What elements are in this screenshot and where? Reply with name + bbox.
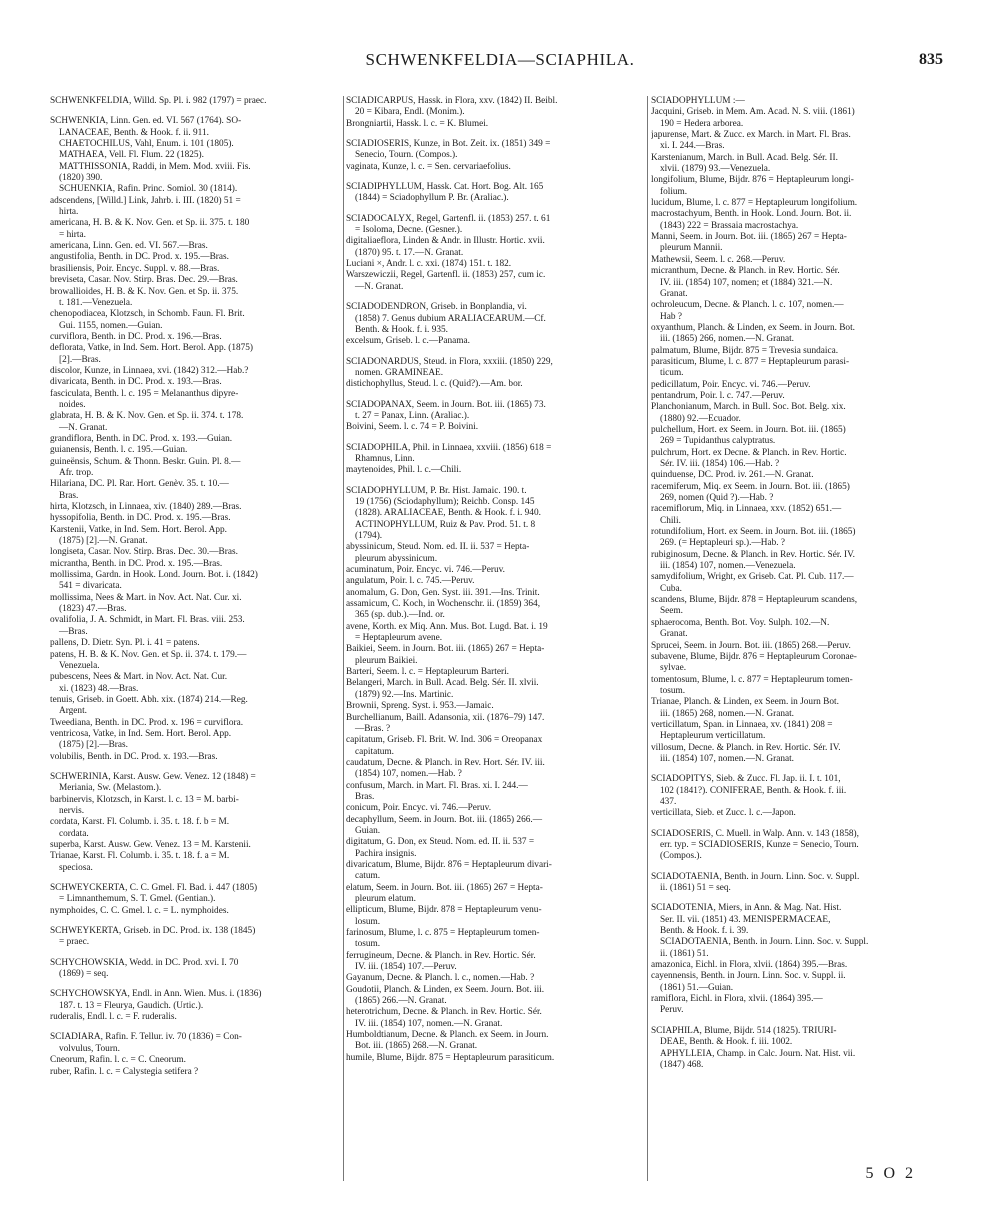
entry-gap (346, 205, 644, 214)
entry-line: hyssopifolia, Benth. in DC. Prod. x. 195.—Bras. (50, 513, 231, 524)
entry-line: (1861) 51.—Guian. (660, 982, 734, 993)
entry-line: err. typ. = SCIADIOSERIS, Kunze = Senecio, Tourn. (660, 840, 859, 850)
entry-line: hirta. (59, 207, 79, 218)
entry-line: macrostachyum, Benth. in Hook. Lond. Journ. Bot. ii. (651, 209, 852, 220)
entry-line: (1879) 92.—Ins. Martinic. (355, 689, 454, 700)
entry-line: Humboldtianum, Decne. & Planch. ex Seem. in Journ. (346, 1030, 549, 1041)
entry-gap (651, 1017, 951, 1026)
entry-line: cordata, Karst. Fl. Columb. i. 35. t. 18. f. b = M. (50, 817, 230, 828)
entry-line: = Isoloma, Decne. (Gesner.). (355, 225, 463, 236)
entry-line: IV. iii. (1854) 107, nomen; et (1884) 321.—N. (660, 277, 833, 288)
column-3 (651, 96, 951, 1181)
entry-line: SCHYCHOWSKYA, Endl. in Ann. Wien. Mus. i. (1836) (50, 989, 262, 1000)
entry-line: SCIADICARPUS, Hassk. in Flora, xxv. (1842) II. Beibl. (346, 96, 558, 106)
entry-gap (50, 763, 341, 772)
entry-line: t. 181.—Venezuela. (59, 297, 133, 308)
entry-line: 20 = Kibara, Endl. (Monim.). (355, 107, 465, 118)
entry-line: xi. (1823) 48.—Bras. (59, 683, 139, 694)
entry-line: longiseta, Casar. Nov. Stirp. Bras. Dec. 30.—Bras. (50, 547, 238, 558)
entry-line: pulchellum, Hort. ex Seem. in Journ. Bot. iii. (1865) (651, 424, 846, 435)
entry-line: Hab ? (660, 311, 682, 322)
entry-line: Luciani ×, Andr. l. c. xxi. (1874) 151. t. 182. (346, 259, 512, 270)
entry-line: curviflora, Benth. in DC. Prod. x. 196.—Bras. (50, 331, 222, 342)
entry-line: Bras. (355, 791, 375, 802)
entry-line: pulchrum, Hort. ex Decne. & Planch. in Rev. Hortic. (651, 447, 847, 458)
entry-line: pleurum Baikiei. (355, 655, 418, 666)
entry-line: iii. (1854) 107, nomen.—N. Granat. (660, 753, 795, 764)
running-title: SCHWENKFELDIA—SCIAPHILA. (365, 50, 635, 69)
entry-line: ruber, Rafin. l. c. = Calystegia setifera ? (50, 1066, 199, 1077)
entry-line: SCIADOPHYLLUM, P. Br. Hist. Jamaic. 190. t. (346, 485, 527, 496)
entry-line: pleurum elatum. (355, 894, 416, 904)
entry-line: Pachira insignis. (355, 848, 417, 859)
entry-line: grandiflora, Benth. in DC. Prod. x. 193.—Guian. (50, 433, 233, 444)
entry-line: = Limnanthemum, S. T. Gmel. (Gentian.). (59, 894, 216, 905)
entry-line: adscendens, [Willd.] Link, Jahrb. i. III. (1820) 51 = (50, 195, 241, 206)
entry-line: DEAE, Benth. & Hook. f. iii. 1002. (660, 1037, 793, 1048)
entry-line: Manni, Seem. in Journ. Bot. iii. (1865) 267 = Hepta- (651, 232, 847, 243)
entry-line: MATHAEA, Vell. Fl. Flum. 22 (1825). (59, 150, 204, 161)
entry-line: = praec. (59, 937, 90, 948)
entry-line: xi. I. 244.—Bras. (660, 141, 725, 152)
entry-line: excelsum, Griseb. l. c.—Panama. (346, 336, 470, 347)
entry-line: Burchellianum, Baill. Adansonia, xii. (1876–79) 147. (346, 712, 545, 723)
entry-line: elatum, Seem. in Journ. Bot. iii. (1865) 267 = Hepta- (346, 882, 543, 893)
entry-line: conicum, Poir. Encyc. vi. 746.—Peruv. (346, 803, 492, 814)
entry-line: —N. Granat. (355, 281, 404, 292)
entry-line: SCIADONARDUS, Steud. in Flora, xxxiii. (1850) 229, (346, 356, 553, 367)
entry-gap (346, 391, 644, 400)
entry-line: maytenoides, Phil. l. c.—Chili. (346, 465, 462, 476)
entry-line: cayennensis, Benth. in Journ. Linn. Soc. v. Suppl. ii. (651, 971, 846, 982)
entry-line: nervis. (59, 805, 85, 816)
entry-line: Karstenii, Vatke, in Ind. Sem. Hort. Berol. App. (50, 524, 227, 535)
entry-line: 269, nomen (Quid ?).—Hab. ? (660, 493, 774, 504)
entry-line: LANACEAE, Benth. & Hook. f. ii. 911. (59, 127, 209, 138)
entry-line: catum. (355, 871, 381, 882)
entry-line: guianensis, Benth. l. c. 195.—Guian. (50, 445, 188, 456)
entry-line: Benth. & Hook. f. i. 39. (660, 926, 749, 937)
entry-line: Karstenianum, March. in Bull. Acad. Belg. Sér. II. (651, 152, 838, 163)
entry-line: verticillata, Sieb. et Zucc. l. c.—Japon. (651, 808, 796, 819)
entry-line: iii. (1854) 107, nomen.—Venezuela. (660, 561, 796, 572)
entry-line: quinduense, DC. Prod. iv. 261.—N. Granat. (651, 470, 814, 481)
entry-line: tomentosum, Blume, l. c. 877 = Heptapleurum tomen- (651, 674, 853, 685)
entry-line: parasiticum, Blume, l. c. 877 = Heptapleurum parasi- (651, 356, 850, 367)
entry-line: japurense, Mart. & Zucc. ex March. in Mart. Fl. Bras. (651, 130, 851, 141)
entry-line: capitatum, Griseb. Fl. Brit. W. Ind. 306 = Oreopanax (346, 735, 543, 746)
entry-line: cordata. (59, 828, 89, 839)
entry-line: SCIADODENDRON, Griseb. in Bonplandia, vi. (346, 302, 527, 313)
entry-line: volvulus, Tourn. (59, 1043, 120, 1054)
entry-gap (651, 863, 951, 872)
entry-line: SCIADIARA, Rafin. F. Tellur. iv. 70 (1836) = Con- (50, 1032, 242, 1043)
entry-line: chenopodiacea, Klotzsch, in Schomb. Faun. Fl. Brit. (50, 309, 245, 320)
entry-line: Venezuela. (59, 660, 100, 671)
entry-line: 365 (sp. dub.).—Ind. or. (355, 610, 445, 621)
entry-line: 187. t. 13 = Fleurya, Gaudich. (Urtic.). (59, 1000, 204, 1011)
entry-line: capitatum. (355, 746, 394, 757)
entry-line: browallioides, H. B. & K. Nov. Gen. et Sp. ii. 375. (50, 286, 239, 297)
entry-line: sphaerocoma, Benth. Bot. Voy. Sulph. 102.—N. (651, 617, 830, 628)
entry-line: racemiferum, Miq. ex Seem. in Journ. Bot. iii. (1865) (651, 481, 850, 492)
entry-line: Argent. (59, 706, 87, 717)
entry-line: SCIADOTENIA, Miers, in Ann. & Mag. Nat. Hist. (651, 903, 842, 914)
entry-line: 102 (1841?). CONIFERAE, Benth. & Hook. f. iii. (660, 785, 847, 796)
entry-line: Meriania, Sw. (Melastom.). (59, 783, 162, 794)
entry-line: (1870) 95. t. 17.—N. Granat. (355, 247, 464, 258)
entry-line: ACTINOPHYLLUM, Ruiz & Pav. Prod. 51. t. 8 (355, 519, 536, 530)
entry-line: SCIADIOSERIS, Kunze, in Bot. Zeit. ix. (1851) 349 = (346, 139, 551, 150)
entry-gap (50, 980, 341, 989)
entry-line: farinosum, Blume, l. c. 875 = Heptapleurum tomen- (346, 928, 540, 939)
entry-line: Gui. 1155, nomen.—Guian. (59, 320, 163, 331)
entry-line: americana, H. B. & K. Nov. Gen. et Sp. ii. 375. t. 180 (50, 218, 250, 229)
entry-gap (50, 949, 341, 958)
entry-line: (1847) 468. (660, 1059, 704, 1070)
entry-line: (1843) 222 = Brassaia macrostachya. (660, 220, 799, 231)
entry-line: heterotrichum, Decne. & Planch. in Rev. Hortic. Sér. (346, 1007, 542, 1018)
entry-line: Sér. IV. iii. (1854) 106.—Hab. ? (660, 459, 780, 469)
text-columns (50, 96, 950, 1181)
entry-line: hirta, Klotzsch, in Linnaea, xiv. (1840) 289.—Bras. (50, 502, 242, 513)
entry-line: 269 = Tupidanthus calyptratus. (660, 436, 776, 447)
entry-gap (651, 820, 951, 829)
entry-line: Planchonianum, March. in Bull. Soc. Bot. Belg. xix. (651, 402, 846, 413)
entry-gap (50, 874, 341, 883)
entry-line: discolor, Kunze, in Linnaea, xvi. (1842) 312.—Hab.? (50, 365, 249, 376)
entry-line: palmatum, Blume, Bijdr. 875 = Trevesia sundaica. (651, 345, 839, 356)
entry-line: (1854) 107, nomen.—Hab. ? (355, 769, 462, 780)
entry-line: samydifolium, Wright, ex Griseb. Cat. Pl. Cub. 117.— (651, 572, 854, 583)
entry-line: SCHWENKIA, Linn. Gen. ed. VI. 567 (1764). SO- (50, 116, 242, 127)
entry-line: Warszewiczii, Regel, Gartenfl. ii. (1853) 257, cum ic. (346, 270, 546, 281)
entry-line: Jacquini, Griseb. in Mem. Am. Acad. N. S. viii. (1861) (651, 107, 855, 118)
entry-line: 437. (660, 796, 677, 807)
entry-line: SCIADOPITYS, Sieb. & Zucc. Fl. Jap. ii. I. t. 101, (651, 774, 841, 785)
entry-line: (1875) [2].—Bras. (59, 740, 128, 751)
entry-line: tosum. (355, 939, 381, 950)
entry-line: 19 (1756) (Sciodaphyllum); Reichb. Consp. 145 (355, 496, 535, 507)
entry-line: Brongniartii, Hassk. l. c. = K. Blumei. (346, 118, 489, 129)
entry-line: Boivini, Seem. l. c. 74 = P. Boivini. (346, 422, 479, 433)
entry-line: IV. iii. (1854) 107, nomen.—N. Granat. (355, 1018, 503, 1029)
entry-line: APHYLLEIA, Champ. in Calc. Journ. Nat. Hist. vii. (660, 1048, 856, 1059)
entry-line: [2].—Bras. (59, 354, 101, 365)
entry-line: ferrugineum, Decne. & Planch. in Rev. Hortic. Sér. (346, 950, 536, 961)
entry-line: Mathewsii, Seem. l. c. 268.—Peruv. (651, 254, 786, 265)
entry-line: ii. (1861) 51. (660, 948, 709, 959)
signature-mark: 5 O 2 (865, 1165, 916, 1182)
entry-line: (1858) 7. Genus dubium ARALIACEARUM.—Cf. (355, 313, 546, 324)
entry-line: losum. (355, 916, 381, 927)
entry-line: SCIADOCALYX, Regel, Gartenfl. ii. (1853) 257. t. 61 (346, 213, 551, 224)
entry-line: deflorata, Vatke, in Ind. Sem. Hort. Berol. App. (1875) (50, 343, 254, 354)
entry-line: vaginata, Kunze, l. c. = Sen. cervariaefolius. (346, 161, 511, 172)
entry-line: Trianae, Planch. & Linden, ex Seem. in Journ Bot. (651, 697, 839, 708)
entry-line: SCIADOTAENIA, Benth. in Journ. Linn. Soc. v. Suppl. (660, 937, 869, 948)
entry-line: ramiflora, Eichl. in Flora, xlvii. (1864) 395.— (651, 994, 823, 1005)
entry-line: Trianae, Karst. Fl. Columb. i. 35. t. 18. f. a = M. (50, 851, 230, 862)
entry-gap (50, 107, 341, 116)
entry-line: nymphoides, C. C. Gmel. l. c. = L. nymphoides. (50, 905, 229, 916)
entry-line: Tweediana, Benth. in DC. Prod. x. 196 = curviflora. (50, 717, 244, 728)
entry-line: (1880) 92.—Ecuador. (660, 413, 741, 424)
entry-line: villosum, Decne. & Planch. in Rev. Hortic. Sér. IV. (651, 742, 841, 753)
entry-line: folium. (660, 186, 688, 197)
entry-line: ellipticum, Blume, Bijdr. 878 = Heptapleurum venu- (346, 905, 542, 916)
entry-line: (1869) = seq. (59, 969, 109, 980)
entry-line: Granat. (660, 288, 688, 299)
entry-line: (1794). (355, 531, 383, 541)
entry-line: Barteri, Seem. l. c. = Heptapleurum Barteri. (346, 667, 509, 678)
column-2 (346, 96, 644, 1181)
entry-line: Gayanum, Decne. & Planch. l. c., nomen.—Hab. ? (346, 973, 535, 984)
entry-line: IV. iii. (1854) 107.—Peruv. (355, 962, 457, 973)
entry-line: digitaliaeflora, Linden & Andr. in Illustr. Hortic. xvii. (346, 236, 545, 247)
entry-line: rotundifolium, Hort. ex Seem. in Journ. Bot. iii. (1865) (651, 527, 856, 538)
entry-line: tosum. (660, 685, 686, 696)
entry-line: Ser. II. vii. (1851) 43. MENISPERMACEAE, (660, 914, 831, 925)
entry-line: —N. Granat. (59, 422, 108, 433)
entry-line: tenuis, Griseb. in Goett. Abh. xix. (1874) 214.—Reg. (50, 694, 248, 705)
entry-line: Bot. iii. (1865) 268.—N. Granat. (355, 1041, 478, 1052)
entry-line: fasciculata, Benth. l. c. 195 = Melananthus dipyre- (50, 388, 239, 399)
entry-line: ochroleucum, Decne. & Planch. l. c. 107, nomen.— (651, 300, 844, 311)
entry-line: SCIADOPHYLLUM :— (651, 96, 745, 106)
entry-line: SCHYCHOWSKIA, Wedd. in DC. Prod. xvi. I. 70 (50, 957, 239, 968)
entry-gap (346, 130, 644, 139)
page-number: 835 (919, 51, 943, 68)
entry-line: pleurum Mannii. (660, 243, 723, 254)
entry-line: volubilis, Benth. in DC. Prod. x. 193.—Bras. (50, 751, 218, 762)
entry-line: ticum. (660, 368, 684, 379)
entry-line: micranthum, Decne. & Planch. in Rev. Hortic. Sér. (651, 266, 840, 277)
entry-line: Senecio, Tourn. (Compos.). (355, 150, 458, 161)
entry-line: (1875) [2].—N. Granat. (59, 536, 148, 547)
entry-line: acuminatum, Poir. Encyc. vi. 746.—Peruv. (346, 565, 505, 576)
entry-line: pallens, D. Dietr. Syn. Pl. i. 41 = patens. (50, 638, 200, 649)
entry-line: —Bras. ? (355, 723, 391, 734)
entry-line: scandens, Blume, Bijdr. 878 = Heptapleurum scandens, (651, 595, 858, 606)
entry-line: pleurum abyssinicum. (355, 553, 438, 564)
entry-line: SCHWENKFELDIA, Willd. Sp. Pl. i. 982 (1797) = praec. (50, 96, 267, 106)
entry-line: speciosa. (59, 862, 93, 873)
entry-line: (1828). ARALIACEAE, Benth. & Hook. f. i. 940. (355, 508, 541, 519)
entry-line: Rhamnus, Linn. (355, 453, 415, 464)
entry-line: Hilariana, DC. Pl. Rar. Hort. Genèv. 35. t. 10.— (50, 479, 229, 490)
entry-line: ventricosa, Vatke, in Ind. Sem. Hort. Berol. App. (50, 728, 232, 739)
entry-line: guineënsis, Schum. & Thonn. Beskr. Guin. Pl. 8.— (50, 456, 241, 467)
entry-line: lucidum, Blume, l. c. 877 = Heptapleurum longifolium. (651, 198, 858, 209)
entry-line: Peruv. (660, 1005, 684, 1016)
entry-line: mollissima, Gardn. in Hook. Lond. Journ. Bot. i. (1842) (50, 570, 258, 581)
entry-gap (50, 917, 341, 926)
entry-line: divaricata, Benth. in DC. Prod. x. 193.—Bras. (50, 377, 222, 388)
entry-line: ruderalis, Endl. l. c. = F. ruderalis. (50, 1012, 177, 1023)
entry-line: SCHWEYCKERTA, C. C. Gmel. Fl. Bad. i. 447 (1805) (50, 883, 258, 894)
entry-line: pubescens, Nees & Mart. in Nov. Act. Nat. Cur. (50, 672, 228, 683)
entry-line: pentandrum, Poir. l. c. 747.—Peruv. (651, 390, 785, 401)
entry-line: ovalifolia, J. A. Schmidt, in Mart. Fl. Bras. viii. 253. (50, 615, 245, 626)
entry-line: SCHWERINIA, Karst. Ausw. Gew. Venez. 12 (1848) = (50, 771, 256, 782)
entry-line: Benth. & Hook. f. i. 935. (355, 324, 448, 335)
entry-line: avene, Korth. ex Miq. Ann. Mus. Bot. Lugd. Bat. i. 19 (346, 621, 548, 632)
entry-line: SCIADOSERIS, C. Muell. in Walp. Ann. v. 143 (1858), (651, 828, 859, 839)
entry-line: Afr. trop. (59, 468, 94, 478)
entry-line: Belangeri, March. in Bull. Acad. Belg. Sér. II. xlvii. (346, 678, 539, 689)
entry-line: americana, Linn. Gen. ed. VI. 567.—Bras. (50, 241, 208, 252)
entry-line: mollissima, Nees & Mart. in Nov. Act. Nat. Cur. xi. (50, 592, 242, 603)
entry-line: iii. (1865) 266, nomen.—N. Granat. (660, 334, 795, 345)
column-1 (50, 96, 341, 1181)
entry-line: glabrata, H. B. & K. Nov. Gen. et Sp. ii. 374. t. 178. (50, 411, 244, 422)
entry-line: sylvae. (660, 663, 687, 674)
entry-line: digitatum, G. Don, ex Steud. Nom. ed. II. ii. 537 = (346, 837, 535, 848)
entry-line: Guian. (355, 825, 381, 836)
entry-gap (651, 894, 951, 903)
entry-line: confusum, March. in Mart. Fl. Bras. xi. I. 244.— (346, 780, 528, 791)
entry-line: SCIADOPANAX, Seem. in Journ. Bot. iii. (1865) 73. (346, 399, 546, 410)
column-divider (343, 96, 344, 1181)
entry-line: Seem. (660, 606, 683, 617)
entry-gap (346, 293, 644, 302)
entry-line: humile, Blume, Bijdr. 875 = Heptapleurum parasiticum. (346, 1052, 555, 1063)
column-divider (647, 96, 648, 1181)
entry-line: angulatum, Poir. l. c. 745.—Peruv. (346, 576, 475, 587)
entry-line: Brownii, Spreng. Syst. i. 953.—Jamaic. (346, 701, 494, 712)
entry-line: Cuba. (660, 583, 682, 594)
entry-line: ii. (1861) 51 = seq. (660, 883, 731, 894)
entry-gap (346, 173, 644, 182)
entry-line: divaricatum, Blume, Bijdr. 876 = Heptapleurum divari- (346, 859, 552, 870)
entry-line: SCIADOTAENIA, Benth. in Journ. Linn. Soc. v. Suppl. (651, 871, 860, 882)
entry-line: Sprucei, Seem. in Journ. Bot. iii. (1865) 268.—Peruv. (651, 640, 851, 651)
entry-line: caudatum, Decne. & Planch. in Rev. Hort. Sér. IV. iii. (346, 757, 545, 768)
entry-line: 269. (= Heptapleuri sp.).—Hab. ? (660, 538, 786, 549)
entry-line: nomen. GRAMINEAE. (355, 367, 444, 378)
entry-line: Goudotii, Planch. & Linden, ex Seem. Journ. Bot. iii. (346, 984, 545, 995)
entry-line: brasiliensis, Poir. Encyc. Suppl. v. 88.—Bras. (50, 263, 220, 274)
entry-line: oxyanthum, Planch. & Linden, ex Seem. in Journ. Bot. (651, 322, 855, 333)
entry-line: MATTHISSONIA, Raddi, in Mem. Mod. xviii. Fis. (59, 161, 251, 172)
entry-line: breviseta, Casar. Nov. Stirp. Bras. Dec. 29.—Bras. (50, 275, 238, 286)
entry-line: subavene, Blume, Bijdr. 876 = Heptapleurum Coronae- (651, 651, 857, 662)
entry-line: (1844) = Sciadophyllum P. Br. (Araliac.). (355, 193, 509, 204)
entry-line: rubiginosum, Decne. & Planch. in Rev. Hortic. Sér. IV. (651, 549, 855, 560)
entry-line: = Heptapleurum avene. (355, 633, 443, 644)
entry-line: 541 = divaricata. (59, 581, 122, 592)
entry-line: anomalum, G. Don, Gen. Syst. iii. 391.—Ins. Trinit. (346, 587, 540, 598)
entry-line: iii. (1865) 268, nomen.—N. Granat. (660, 708, 795, 719)
entry-line: micrantha, Benth. in DC. Prod. x. 195.—Bras. (50, 558, 223, 569)
entry-line: (1820) 390. (59, 173, 103, 184)
entry-line: Heptapleurum verticillatum. (660, 731, 766, 742)
entry-line: (Compos.). (660, 851, 702, 862)
entry-line: noides. (59, 399, 86, 410)
entry-line: angustifolia, Benth. in DC. Prod. x. 195.—Bras. (50, 252, 229, 263)
entry-line: t. 27 = Panax, Linn. (Araliac.). (355, 410, 470, 421)
page-header (0, 50, 1000, 74)
entry-line: = hirta. (59, 229, 86, 240)
entry-line: verticillatum, Span. in Linnaea, xv. (1841) 208 = (651, 719, 833, 730)
entry-line: (1823) 47.—Bras. (59, 604, 127, 615)
entry-line: longifolium, Blume, Bijdr. 876 = Heptapleurum longi- (651, 175, 854, 186)
entry-gap (346, 348, 644, 357)
entry-line: barbinervis, Klotzsch, in Karst. l. c. 13 = M. barbi- (50, 794, 239, 805)
entry-gap (346, 434, 644, 443)
entry-line: CHAETOCHILUS, Vahl, Enum. i. 101 (1805). (59, 139, 234, 150)
entry-gap (651, 765, 951, 774)
entry-gap (346, 477, 644, 486)
entry-line: decaphyllum, Seem. in Journ. Bot. iii. (1865) 266.— (346, 814, 542, 825)
entry-line: Bras. (59, 490, 79, 501)
entry-line: distichophyllus, Steud. l. c. (Quid?).—Am. bor. (346, 379, 523, 390)
entry-line: —Bras. (59, 626, 88, 637)
entry-line: racemiflorum, Miq. in Linnaea, xxv. (1852) 651.— (651, 504, 842, 515)
entry-line: (1865) 266.—N. Granat. (355, 996, 447, 1007)
entry-line: abyssinicum, Steud. Nom. ed. II. ii. 537 = Hepta- (346, 542, 530, 553)
entry-line: assamicum, C. Koch, in Wochenschr. ii. (1859) 364, (346, 599, 541, 610)
entry-line: 190 = Hedera arborea. (660, 118, 744, 129)
entry-line: Chili. (660, 515, 681, 526)
entry-line: Baikiei, Seem. in Journ. Bot. iii. (1865) 267 = Hepta- (346, 644, 545, 655)
entry-line: pedicillatum, Poir. Encyc. vi. 746.—Peruv. (651, 379, 811, 390)
entry-line: superba, Karst. Ausw. Gew. Venez. 13 = M. Karstenii. (50, 840, 251, 850)
entry-line: SCIADIPHYLLUM, Hassk. Cat. Hort. Bog. Alt. 165 (346, 182, 544, 193)
entry-line: xlvii. (1879) 93.—Venezuela. (660, 164, 771, 175)
entry-line: patens, H. B. & K. Nov. Gen. et Sp. ii. 374. t. 179.— (50, 649, 247, 660)
entry-line: amazonica, Eichl. in Flora, xlvii. (1864) 395.—Bras. (651, 960, 848, 971)
entry-line: SCHUENKIA, Rafin. Princ. Somiol. 30 (1814). (59, 184, 238, 195)
entry-line: SCIADOPHILA, Phil. in Linnaea, xxviii. (1856) 618 = (346, 442, 552, 453)
entry-line: Cneorum, Rafin. l. c. = C. Cneorum. (50, 1055, 186, 1066)
entry-line: Granat. (660, 629, 688, 640)
entry-line: SCIAPHILA, Blume, Bijdr. 514 (1825). TRIURI- (651, 1025, 837, 1036)
entry-line: SCHWEYKERTA, Griseb. in DC. Prod. ix. 138 (1845) (50, 926, 256, 937)
entry-gap (50, 1023, 341, 1032)
